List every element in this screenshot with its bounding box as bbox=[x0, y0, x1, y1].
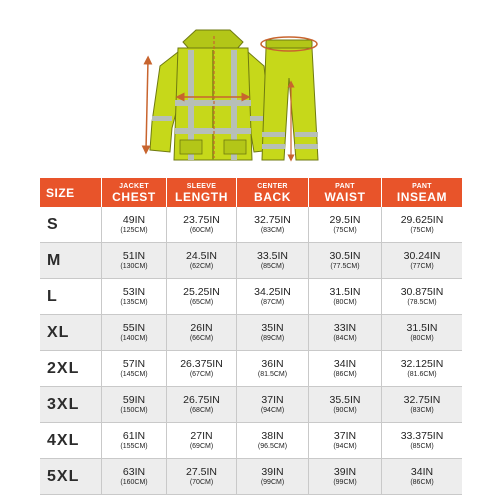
value-inches: 33IN bbox=[333, 322, 357, 334]
value-inches: 33.375IN bbox=[400, 430, 444, 442]
value-centimeters: (70CM) bbox=[189, 479, 214, 486]
header-sleeve-length bbox=[167, 178, 237, 207]
measurement-cell bbox=[382, 315, 462, 351]
measurement-cell bbox=[237, 423, 309, 459]
value-centimeters: (86CM) bbox=[333, 371, 357, 378]
value-inches: 63IN bbox=[122, 466, 146, 478]
value-inches: 26.75IN bbox=[183, 394, 220, 406]
value-centimeters: (96.5CM) bbox=[257, 443, 288, 450]
table-row bbox=[40, 423, 462, 459]
value-centimeters: (94CM) bbox=[333, 443, 357, 450]
measurement-cell bbox=[237, 243, 309, 279]
table-row bbox=[40, 279, 462, 315]
value-centimeters: (65CM) bbox=[189, 299, 214, 306]
value-centimeters: (81.6CM) bbox=[407, 371, 437, 378]
value-inches: 61IN bbox=[122, 430, 146, 442]
measurement-cell bbox=[309, 243, 382, 279]
measurement-cell bbox=[382, 207, 462, 243]
value-centimeters: (155CM) bbox=[120, 443, 148, 450]
value-centimeters: (135CM) bbox=[120, 299, 148, 306]
header-label-big: WAIST bbox=[324, 189, 366, 204]
value-inches: 34IN bbox=[333, 358, 357, 370]
value-centimeters: (83CM) bbox=[410, 407, 434, 414]
size-label: 5XL bbox=[40, 459, 102, 495]
value-centimeters: (62CM) bbox=[189, 263, 214, 270]
value-inches: 26.375IN bbox=[180, 358, 223, 370]
table-row bbox=[40, 459, 462, 495]
table-row bbox=[40, 315, 462, 351]
size-label: 4XL bbox=[40, 423, 102, 459]
measurement-cell bbox=[309, 207, 382, 243]
value-centimeters: (86CM) bbox=[410, 479, 434, 486]
value-centimeters: (130CM) bbox=[120, 263, 148, 270]
header-label-small: JACKET bbox=[119, 182, 149, 190]
measurement-cell bbox=[102, 423, 167, 459]
value-inches: 35IN bbox=[261, 322, 284, 334]
value-centimeters: (81.5CM) bbox=[257, 371, 288, 378]
value-centimeters: (66CM) bbox=[189, 335, 214, 342]
measurement-cell bbox=[382, 423, 462, 459]
value-inches: 34.25IN bbox=[254, 286, 291, 298]
value-inches: 53IN bbox=[122, 286, 146, 298]
table-row bbox=[40, 207, 462, 243]
value-inches: 32.75IN bbox=[403, 394, 441, 406]
measurement-cell bbox=[309, 315, 382, 351]
value-inches: 51IN bbox=[122, 250, 146, 262]
measurement-cell bbox=[382, 459, 462, 495]
header-label-big: BACK bbox=[253, 189, 292, 204]
measurement-cell bbox=[167, 387, 237, 423]
measurement-cell bbox=[237, 459, 309, 495]
size-table bbox=[40, 178, 462, 495]
rain-pants-icon bbox=[261, 37, 318, 160]
size-label: 2XL bbox=[40, 351, 102, 387]
value-centimeters: (67CM) bbox=[189, 371, 214, 378]
value-centimeters: (80CM) bbox=[333, 299, 357, 306]
header-size: SIZE bbox=[40, 178, 102, 207]
measurement-cell bbox=[382, 243, 462, 279]
value-inches: 55IN bbox=[122, 322, 146, 334]
table-header-row bbox=[40, 178, 462, 207]
value-centimeters: (85CM) bbox=[260, 263, 285, 270]
measurement-cell bbox=[382, 351, 462, 387]
measurement-cell bbox=[309, 279, 382, 315]
measurement-cell bbox=[102, 351, 167, 387]
value-centimeters: (75CM) bbox=[410, 227, 434, 234]
measurement-cell bbox=[167, 315, 237, 351]
value-centimeters: (80CM) bbox=[410, 335, 434, 342]
value-inches: 37IN bbox=[261, 394, 284, 406]
value-centimeters: (83CM) bbox=[260, 227, 285, 234]
table-row bbox=[40, 351, 462, 387]
measurement-cell bbox=[237, 279, 309, 315]
measurement-cell bbox=[382, 279, 462, 315]
value-inches: 30.875IN bbox=[400, 286, 444, 298]
size-label: L bbox=[40, 279, 102, 315]
measurement-cell bbox=[102, 207, 167, 243]
measurement-cell bbox=[237, 387, 309, 423]
value-inches: 57IN bbox=[122, 358, 146, 370]
value-centimeters: (60CM) bbox=[189, 227, 214, 234]
value-inches: 29.5IN bbox=[329, 214, 361, 226]
value-centimeters: (77CM) bbox=[410, 263, 434, 270]
value-centimeters: (87CM) bbox=[260, 299, 285, 306]
table-row bbox=[40, 243, 462, 279]
value-centimeters: (150CM) bbox=[120, 407, 148, 414]
measurement-cell bbox=[237, 315, 309, 351]
value-inches: 32.125IN bbox=[400, 358, 444, 370]
value-inches: 39IN bbox=[333, 466, 357, 478]
measurement-cell bbox=[102, 279, 167, 315]
value-centimeters: (78.5CM) bbox=[407, 299, 437, 306]
value-centimeters: (160CM) bbox=[120, 479, 148, 486]
measurement-cell bbox=[309, 351, 382, 387]
header-center-back bbox=[237, 178, 309, 207]
value-inches: 35.5IN bbox=[329, 394, 361, 406]
size-label: 3XL bbox=[40, 387, 102, 423]
value-centimeters: (99CM) bbox=[260, 479, 285, 486]
value-inches: 38IN bbox=[261, 430, 284, 442]
measurement-cell bbox=[102, 459, 167, 495]
value-inches: 27IN bbox=[190, 430, 213, 442]
measurement-cell bbox=[309, 459, 382, 495]
measurement-cell bbox=[382, 387, 462, 423]
value-centimeters: (145CM) bbox=[120, 371, 148, 378]
value-inches: 25.25IN bbox=[183, 286, 220, 298]
value-inches: 24.5IN bbox=[186, 250, 217, 262]
value-inches: 30.5IN bbox=[329, 250, 361, 262]
value-inches: 32.75IN bbox=[254, 214, 291, 226]
table-body bbox=[40, 207, 462, 495]
measurement-cell bbox=[167, 351, 237, 387]
header-label-small: PANT bbox=[335, 182, 355, 190]
header-label-small: PANT bbox=[412, 182, 432, 190]
rain-jacket-icon bbox=[146, 30, 272, 160]
measurement-cell bbox=[309, 387, 382, 423]
header-label-small: SLEEVE bbox=[186, 182, 217, 190]
size-label: S bbox=[40, 207, 102, 243]
header-jacket-chest bbox=[102, 178, 167, 207]
value-inches: 27.5IN bbox=[186, 466, 217, 478]
header-label-big: CHEST bbox=[112, 189, 156, 204]
measurement-cell bbox=[237, 207, 309, 243]
value-inches: 23.75IN bbox=[183, 214, 220, 226]
size-chart bbox=[40, 178, 462, 495]
value-centimeters: (89CM) bbox=[260, 335, 285, 342]
value-inches: 26IN bbox=[190, 322, 213, 334]
value-centimeters: (90CM) bbox=[333, 407, 357, 414]
table-row bbox=[40, 387, 462, 423]
value-inches: 29.625IN bbox=[400, 214, 444, 226]
measurement-cell bbox=[167, 459, 237, 495]
value-inches: 30.24IN bbox=[403, 250, 441, 262]
value-centimeters: (140CM) bbox=[120, 335, 148, 342]
header-label-big: LENGTH bbox=[175, 189, 228, 204]
value-centimeters: (77.5CM) bbox=[330, 263, 360, 270]
measurement-cell bbox=[309, 423, 382, 459]
value-inches: 37IN bbox=[333, 430, 357, 442]
measurement-cell bbox=[102, 315, 167, 351]
value-inches: 39IN bbox=[261, 466, 284, 478]
measurement-cell bbox=[237, 351, 309, 387]
value-centimeters: (69CM) bbox=[189, 443, 214, 450]
measurement-cell bbox=[167, 279, 237, 315]
value-centimeters: (125CM) bbox=[120, 227, 148, 234]
value-centimeters: (94CM) bbox=[260, 407, 285, 414]
value-centimeters: (68CM) bbox=[189, 407, 214, 414]
value-inches: 49IN bbox=[122, 214, 146, 226]
measurement-cell bbox=[167, 423, 237, 459]
measurement-cell bbox=[167, 207, 237, 243]
header-pant-waist bbox=[309, 178, 382, 207]
measurement-cell bbox=[167, 243, 237, 279]
size-label: XL bbox=[40, 315, 102, 351]
value-inches: 31.5IN bbox=[329, 286, 361, 298]
measurement-cell bbox=[102, 387, 167, 423]
value-inches: 36IN bbox=[261, 358, 284, 370]
value-inches: 33.5IN bbox=[257, 250, 288, 262]
value-inches: 59IN bbox=[122, 394, 146, 406]
value-centimeters: (99CM) bbox=[333, 479, 357, 486]
size-label: M bbox=[40, 243, 102, 279]
value-centimeters: (75CM) bbox=[333, 227, 357, 234]
measurement-cell bbox=[102, 243, 167, 279]
header-pant-inseam bbox=[382, 178, 462, 207]
value-centimeters: (84CM) bbox=[333, 335, 357, 342]
garment-illustration bbox=[0, 0, 500, 175]
header-label-big: INSEAM bbox=[396, 189, 448, 204]
value-inches: 31.5IN bbox=[406, 322, 438, 334]
value-centimeters: (85CM) bbox=[410, 443, 434, 450]
value-inches: 34IN bbox=[410, 466, 434, 478]
header-label-small: CENTER bbox=[257, 182, 288, 190]
